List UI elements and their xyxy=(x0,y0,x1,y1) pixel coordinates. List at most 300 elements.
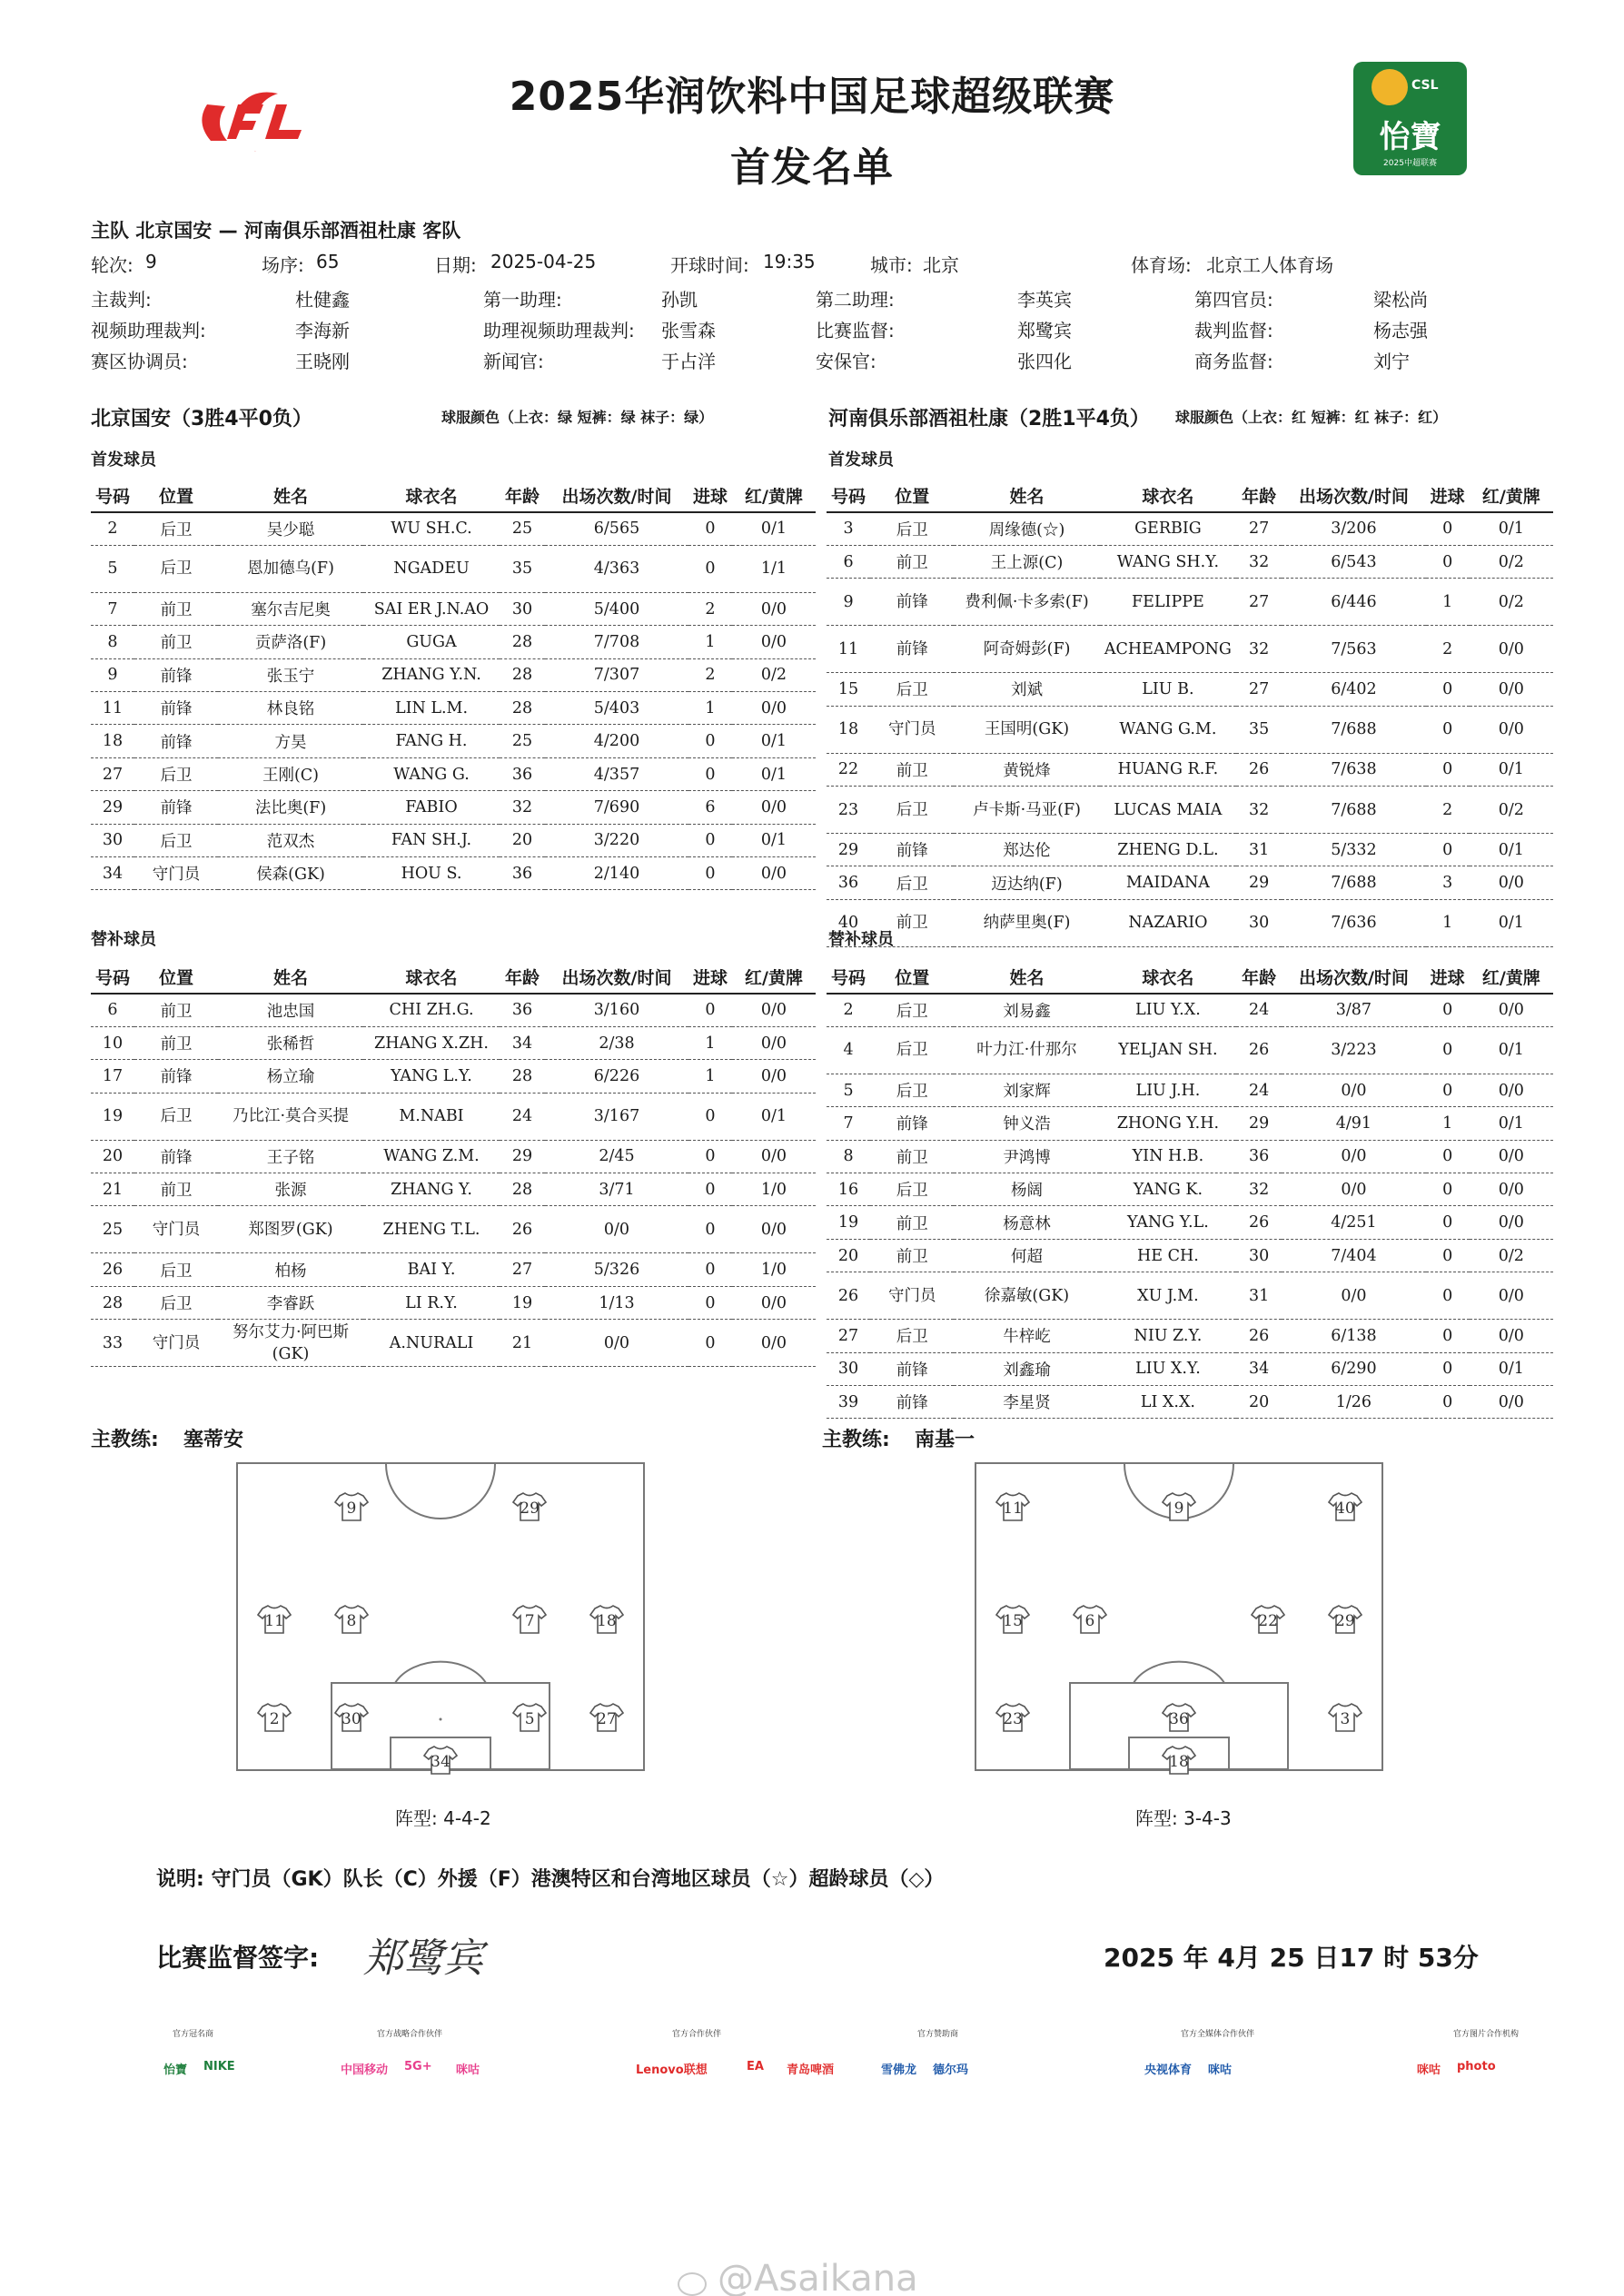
table-row xyxy=(827,1386,1553,1419)
table-cell: 前卫 xyxy=(134,1026,218,1059)
table-cell: 40 xyxy=(827,899,870,946)
table-cell: 守门员 xyxy=(134,1320,218,1367)
table-cell: 0/0 xyxy=(1282,1074,1425,1106)
official-name: 李英宾 xyxy=(1017,289,1072,311)
watermark: @Asaikana xyxy=(718,2258,918,2296)
player-number: 29 xyxy=(520,1499,540,1519)
player-jersey-icon xyxy=(1328,1604,1362,1635)
column-header: 号码 xyxy=(91,480,134,512)
table-cell: WANG SH.Y. xyxy=(1100,545,1236,578)
table-cell: 0/0 xyxy=(732,1286,816,1319)
table-cell: 26 xyxy=(1236,1320,1282,1352)
player-jersey-icon xyxy=(1328,1491,1362,1522)
column-header: 号码 xyxy=(91,961,134,994)
table-cell: 0/0 xyxy=(1282,1140,1425,1173)
player-jersey-icon xyxy=(334,1604,369,1635)
table-row xyxy=(91,1206,816,1253)
player-number: 11 xyxy=(264,1612,284,1631)
table-cell: LIN L.M. xyxy=(363,692,500,725)
table-cell: 0 xyxy=(1426,545,1470,578)
player-number: 9 xyxy=(346,1499,357,1519)
table-cell: 张稀哲 xyxy=(218,1026,363,1059)
table-cell: 19 xyxy=(827,1206,870,1239)
table-cell: 0/0 xyxy=(1470,1140,1553,1173)
column-header: 出场次数/时间 xyxy=(545,480,688,512)
cfl-logo-text: CFL xyxy=(254,152,256,153)
table-cell: 28 xyxy=(500,658,545,691)
table-cell: 前锋 xyxy=(870,834,954,866)
official-label: 助理视频助理裁判: xyxy=(483,320,635,341)
table-row xyxy=(91,1173,816,1206)
table-cell: 方昊 xyxy=(218,725,363,757)
sponsor-logo: 中国移动 xyxy=(341,2063,389,2077)
table-cell: 0 xyxy=(688,1206,732,1253)
column-header: 红/黄牌 xyxy=(732,961,816,994)
column-header: 出场次数/时间 xyxy=(1282,480,1425,512)
table-cell: 0 xyxy=(688,1093,732,1140)
player-number: 23 xyxy=(1003,1709,1023,1728)
official-name: 杜健鑫 xyxy=(295,289,350,311)
table-cell: 0/0 xyxy=(1470,1320,1553,1352)
table-cell: 0/1 xyxy=(732,725,816,757)
table-cell: 32 xyxy=(500,791,545,824)
table-cell: 0/2 xyxy=(1470,1239,1553,1272)
table-row xyxy=(91,545,816,592)
table-cell: 李星贤 xyxy=(954,1386,1099,1419)
table-cell: 0 xyxy=(1426,834,1470,866)
page-subtitle: 首发名单 xyxy=(730,144,894,191)
table-cell: 7/404 xyxy=(1282,1239,1425,1272)
table-cell: 后卫 xyxy=(134,757,218,790)
table-cell: 卢卡斯·马亚(F) xyxy=(954,787,1099,834)
table-cell: 柏杨 xyxy=(218,1253,363,1286)
round-label: 轮次: xyxy=(91,254,134,276)
table-cell: 5/403 xyxy=(545,692,688,725)
table-cell: LUCAS MAIA xyxy=(1100,787,1236,834)
table-cell: 前卫 xyxy=(870,899,954,946)
official-label: 第一助理: xyxy=(483,289,562,311)
table-cell: 杨阔 xyxy=(954,1173,1099,1206)
sponsor-logo: 雪佛龙 xyxy=(881,2063,917,2077)
table-cell: 前锋 xyxy=(870,579,954,626)
table-cell: 0 xyxy=(1426,1074,1470,1106)
table-cell: 0/0 xyxy=(1470,1074,1553,1106)
table-row xyxy=(827,579,1553,626)
table-cell: 29 xyxy=(827,834,870,866)
player-number: 18 xyxy=(1169,1752,1189,1771)
table-cell: 1/13 xyxy=(545,1286,688,1319)
table-row xyxy=(827,1026,1553,1074)
away-subs-table xyxy=(827,961,1553,1419)
table-cell: 0/0 xyxy=(732,1140,816,1173)
table-cell: 前锋 xyxy=(134,1140,218,1173)
home-pitch xyxy=(236,1462,645,1771)
table-cell: 16 xyxy=(827,1173,870,1206)
table-cell: 3/87 xyxy=(1282,994,1425,1026)
table-cell: 23 xyxy=(827,787,870,834)
round-value: 9 xyxy=(145,251,157,272)
table-cell: 2 xyxy=(827,994,870,1026)
table-cell: 牛梓屹 xyxy=(954,1320,1099,1352)
table-cell: 周缘德(☆) xyxy=(954,512,1099,545)
table-row xyxy=(827,753,1553,786)
sponsor-caption: 官方图片合作机构 xyxy=(1453,2030,1520,2039)
official-name: 张雪森 xyxy=(661,320,716,341)
table-row xyxy=(91,1060,816,1093)
table-cell: 3 xyxy=(827,512,870,545)
table-cell: 0 xyxy=(688,1253,732,1286)
table-cell: 8 xyxy=(91,626,134,658)
column-header: 姓名 xyxy=(954,480,1099,512)
sponsor-logo: 咪咕 xyxy=(456,2063,480,2077)
table-row xyxy=(827,1272,1553,1320)
player-jersey-icon xyxy=(995,1604,1030,1635)
player-jersey-icon xyxy=(423,1745,458,1776)
table-cell: 27 xyxy=(1236,512,1282,545)
table-cell: 1 xyxy=(688,1060,732,1093)
table-cell: 前锋 xyxy=(134,791,218,824)
table-cell: FANG H. xyxy=(363,725,500,757)
teams-line: 主队 北京国安 — 河南俱乐部酒祖杜康 客队 xyxy=(91,220,461,242)
table-cell: 后卫 xyxy=(870,1026,954,1074)
table-cell: 0/0 xyxy=(732,692,816,725)
official-label: 新闻官: xyxy=(483,351,544,372)
table-cell: LI X.X. xyxy=(1100,1386,1236,1419)
table-cell: 34 xyxy=(500,1026,545,1059)
table-cell: 28 xyxy=(500,692,545,725)
table-cell: 1 xyxy=(688,1026,732,1059)
table-cell: 后卫 xyxy=(134,1093,218,1140)
table-cell: 6/543 xyxy=(1282,545,1425,578)
table-cell: 张玉宁 xyxy=(218,658,363,691)
table-cell: 20 xyxy=(500,824,545,856)
table-cell: 7/688 xyxy=(1282,706,1425,753)
table-row xyxy=(91,658,816,691)
table-cell: 0/2 xyxy=(1470,787,1553,834)
table-cell: 法比奥(F) xyxy=(218,791,363,824)
table-cell: 4/200 xyxy=(545,725,688,757)
sponsor-logo: Lenovo联想 xyxy=(636,2063,708,2077)
table-row xyxy=(827,1140,1553,1173)
away-pitch xyxy=(975,1462,1383,1771)
official-name: 于占洋 xyxy=(661,351,716,372)
table-cell: 杨立瑜 xyxy=(218,1060,363,1093)
player-jersey-icon xyxy=(512,1702,547,1733)
table-row xyxy=(827,1173,1553,1206)
table-cell: 19 xyxy=(500,1286,545,1319)
table-cell: ZHENG D.L. xyxy=(1100,834,1236,866)
table-cell: 32 xyxy=(1236,545,1282,578)
column-header: 位置 xyxy=(134,480,218,512)
table-cell: 34 xyxy=(91,857,134,890)
column-header: 球衣名 xyxy=(1100,480,1236,512)
table-cell: 26 xyxy=(500,1206,545,1253)
table-cell: 0 xyxy=(688,824,732,856)
table-cell: 前卫 xyxy=(134,626,218,658)
table-cell: 3 xyxy=(1426,866,1470,899)
table-row xyxy=(91,1320,816,1367)
table-cell: 4/357 xyxy=(545,757,688,790)
table-cell: 前卫 xyxy=(870,1239,954,1272)
table-cell: 1 xyxy=(1426,899,1470,946)
table-cell: 0 xyxy=(1426,994,1470,1026)
column-header: 年龄 xyxy=(1236,961,1282,994)
table-cell: 钟义浩 xyxy=(954,1107,1099,1140)
column-header: 姓名 xyxy=(218,961,363,994)
column-header: 进球 xyxy=(688,961,732,994)
table-cell: 0/1 xyxy=(732,824,816,856)
player-jersey-icon xyxy=(257,1702,292,1733)
table-cell: 6/138 xyxy=(1282,1320,1425,1352)
table-cell: 26 xyxy=(1236,1026,1282,1074)
column-header: 球衣名 xyxy=(363,961,500,994)
table-cell: 5 xyxy=(91,545,134,592)
official-label: 商务监督: xyxy=(1194,351,1273,372)
table-cell: 18 xyxy=(91,725,134,757)
table-cell: 9 xyxy=(827,579,870,626)
table-cell: BAI Y. xyxy=(363,1253,500,1286)
table-cell: 18 xyxy=(827,706,870,753)
table-cell: 0/1 xyxy=(1470,1352,1553,1385)
table-cell: 杨意林 xyxy=(954,1206,1099,1239)
table-cell: YANG L.Y. xyxy=(363,1060,500,1093)
table-cell: 阿奇姆彭(F) xyxy=(954,626,1099,673)
table-cell: XU J.M. xyxy=(1100,1272,1236,1320)
table-cell: 6/446 xyxy=(1282,579,1425,626)
table-cell: 吴少聪 xyxy=(218,512,363,545)
table-cell: 后卫 xyxy=(870,994,954,1026)
table-cell: 33 xyxy=(91,1320,134,1367)
table-cell: 0 xyxy=(688,1140,732,1173)
table-cell: LIU B. xyxy=(1100,673,1236,706)
away-subs-label: 替补球员 xyxy=(828,930,894,949)
table-cell: 郑达伦 xyxy=(954,834,1099,866)
table-cell: GUGA xyxy=(363,626,500,658)
table-cell: 后卫 xyxy=(134,545,218,592)
table-cell: 25 xyxy=(500,725,545,757)
table-cell: 0/0 xyxy=(732,1320,816,1367)
player-number: 8 xyxy=(346,1612,357,1631)
table-cell: 6 xyxy=(827,545,870,578)
table-cell: 4/363 xyxy=(545,545,688,592)
table-row xyxy=(91,757,816,790)
table-row xyxy=(91,1253,816,1286)
table-cell: 1/0 xyxy=(732,1253,816,1286)
table-cell: YIN H.B. xyxy=(1100,1140,1236,1173)
table-row xyxy=(91,1026,816,1059)
table-cell: 4 xyxy=(827,1026,870,1074)
official-label: 第四官员: xyxy=(1194,289,1273,311)
csl-emblem-icon xyxy=(1371,69,1408,105)
home-kit: 球服颜色（上衣：绿 短裤：绿 袜子：绿） xyxy=(441,409,714,426)
table-row xyxy=(827,1074,1553,1106)
table-cell: 后卫 xyxy=(134,512,218,545)
table-row xyxy=(827,787,1553,834)
player-number: 40 xyxy=(1335,1499,1355,1519)
table-cell: 前卫 xyxy=(870,1206,954,1239)
home-subs-label: 替补球员 xyxy=(91,930,156,949)
table-cell: 0/0 xyxy=(545,1320,688,1367)
column-header: 球衣名 xyxy=(363,480,500,512)
table-cell: 0/0 xyxy=(732,791,816,824)
pitch-lines xyxy=(238,1464,643,1769)
table-cell: 0/0 xyxy=(1470,1173,1553,1206)
column-header: 红/黄牌 xyxy=(732,480,816,512)
table-cell: FELIPPE xyxy=(1100,579,1236,626)
table-cell: 0/0 xyxy=(1470,866,1553,899)
table-row xyxy=(827,1320,1553,1352)
table-cell: 21 xyxy=(500,1320,545,1367)
table-cell: 4/91 xyxy=(1282,1107,1425,1140)
table-cell: 0 xyxy=(1426,706,1470,753)
official-name: 梁松尚 xyxy=(1373,289,1428,311)
table-cell: 17 xyxy=(91,1060,134,1093)
table-cell: 36 xyxy=(1236,1140,1282,1173)
away-formation: 阵型: 3-4-3 xyxy=(1135,1807,1232,1829)
table-row xyxy=(91,1140,816,1173)
player-jersey-icon xyxy=(512,1604,547,1635)
table-cell: 尹鸿博 xyxy=(954,1140,1099,1173)
table-cell: 0 xyxy=(1426,1173,1470,1206)
column-header: 号码 xyxy=(827,961,870,994)
table-cell: 0 xyxy=(1426,1386,1470,1419)
player-jersey-icon xyxy=(512,1491,547,1522)
player-number: 30 xyxy=(342,1709,361,1728)
table-cell: 1/0 xyxy=(732,1173,816,1206)
column-header: 年龄 xyxy=(1236,480,1282,512)
table-cell: 1 xyxy=(688,626,732,658)
table-cell: 前锋 xyxy=(134,1060,218,1093)
table-cell: 李睿跃 xyxy=(218,1286,363,1319)
player-number: 34 xyxy=(431,1752,451,1771)
table-cell: 后卫 xyxy=(870,866,954,899)
table-cell: 0/0 xyxy=(1470,626,1553,673)
table-cell: 30 xyxy=(500,592,545,625)
csl-logo-text: 怡寶 xyxy=(1379,119,1441,155)
official-name: 杨志强 xyxy=(1373,320,1428,341)
player-number: 7 xyxy=(524,1612,535,1631)
table-cell: 5/400 xyxy=(545,592,688,625)
table-cell: 22 xyxy=(827,753,870,786)
table-cell: 6 xyxy=(91,994,134,1026)
table-cell: WANG G. xyxy=(363,757,500,790)
official-label: 赛区协调员: xyxy=(91,351,188,372)
column-header: 球衣名 xyxy=(1100,961,1236,994)
table-cell: 3/220 xyxy=(545,824,688,856)
player-number: 36 xyxy=(1169,1709,1189,1728)
sponsor-logo: 德尔玛 xyxy=(933,2063,969,2077)
csl-badge-text: CSL xyxy=(1411,78,1439,93)
table-row xyxy=(827,673,1553,706)
official-name: 李海新 xyxy=(295,320,350,341)
table-row xyxy=(91,1286,816,1319)
table-cell: LI R.Y. xyxy=(363,1286,500,1319)
table-cell: 前锋 xyxy=(134,692,218,725)
sponsor-logo: 青岛啤酒 xyxy=(787,2063,835,2077)
signature-handwriting: 郑鹭宾 xyxy=(363,1935,483,1982)
table-cell: 20 xyxy=(1236,1386,1282,1419)
table-cell: 王刚(C) xyxy=(218,757,363,790)
table-cell: 侯森(GK) xyxy=(218,857,363,890)
official-name: 张四化 xyxy=(1017,351,1072,372)
away-coach: 南基一 xyxy=(915,1429,975,1451)
column-header: 进球 xyxy=(688,480,732,512)
player-jersey-icon xyxy=(1162,1702,1196,1733)
table-cell: YANG Y.L. xyxy=(1100,1206,1236,1239)
table-cell: 30 xyxy=(1236,1239,1282,1272)
table-cell: 0 xyxy=(1426,1026,1470,1074)
table-cell: 乃比江·莫合买提 xyxy=(218,1093,363,1140)
table-cell: 0/1 xyxy=(1470,1026,1553,1074)
table-cell: WANG G.M. xyxy=(1100,706,1236,753)
table-cell: 5/326 xyxy=(545,1253,688,1286)
table-cell: 36 xyxy=(500,757,545,790)
table-cell: 24 xyxy=(1236,994,1282,1026)
table-cell: 28 xyxy=(500,1173,545,1206)
table-cell: 36 xyxy=(827,866,870,899)
table-row xyxy=(827,706,1553,753)
table-cell: 7/563 xyxy=(1282,626,1425,673)
home-coach-label: 主教练: xyxy=(91,1429,159,1451)
city-label: 城市: xyxy=(870,254,913,276)
table-cell: 前锋 xyxy=(870,1107,954,1140)
table-row xyxy=(91,725,816,757)
table-cell: 0/0 xyxy=(732,592,816,625)
table-cell: 9 xyxy=(91,658,134,691)
table-cell: 0 xyxy=(688,994,732,1026)
table-cell: 费利佩·卡多索(F) xyxy=(954,579,1099,626)
sponsor-logo: 5G+ xyxy=(404,2060,432,2073)
table-cell: 6/290 xyxy=(1282,1352,1425,1385)
away-kit: 球服颜色（上衣：红 短裤：红 袜子：红） xyxy=(1175,409,1448,426)
table-cell: 15 xyxy=(827,673,870,706)
table-cell: 24 xyxy=(500,1093,545,1140)
official-label: 主裁判: xyxy=(91,289,152,311)
player-number: 15 xyxy=(1003,1612,1023,1631)
table-cell: 前卫 xyxy=(870,753,954,786)
table-cell: 守门员 xyxy=(134,1206,218,1253)
table-cell: 3/160 xyxy=(545,994,688,1026)
table-cell: HE CH. xyxy=(1100,1239,1236,1272)
table-cell: 后卫 xyxy=(870,787,954,834)
table-cell: 32 xyxy=(1236,626,1282,673)
table-cell: 29 xyxy=(91,791,134,824)
official-name: 王晓刚 xyxy=(295,351,350,372)
table-cell: FABIO xyxy=(363,791,500,824)
column-header: 姓名 xyxy=(218,480,363,512)
table-cell: ZHONG Y.H. xyxy=(1100,1107,1236,1140)
table-cell: 王上源(C) xyxy=(954,545,1099,578)
column-header: 红/黄牌 xyxy=(1470,480,1553,512)
page-title: 2025华润饮料中国足球超级联赛 xyxy=(509,74,1115,120)
player-jersey-icon xyxy=(1162,1745,1196,1776)
table-cell: 张源 xyxy=(218,1173,363,1206)
table-cell: 1 xyxy=(1426,1107,1470,1140)
table-cell: 0/1 xyxy=(1470,753,1553,786)
away-coach-label: 主教练: xyxy=(822,1429,890,1451)
table-cell: 0/0 xyxy=(732,1206,816,1253)
table-cell: NIU Z.Y. xyxy=(1100,1320,1236,1352)
table-row xyxy=(91,512,816,545)
stadium-value: 北京工人体育场 xyxy=(1206,254,1333,276)
table-cell: 0 xyxy=(1426,673,1470,706)
table-cell: 35 xyxy=(500,545,545,592)
column-header: 出场次数/时间 xyxy=(545,961,688,994)
table-cell: 0/1 xyxy=(1470,899,1553,946)
player-number: 6 xyxy=(1084,1612,1095,1631)
table-cell: 刘家辉 xyxy=(954,1074,1099,1106)
official-name: 郑鹭宾 xyxy=(1017,320,1072,341)
